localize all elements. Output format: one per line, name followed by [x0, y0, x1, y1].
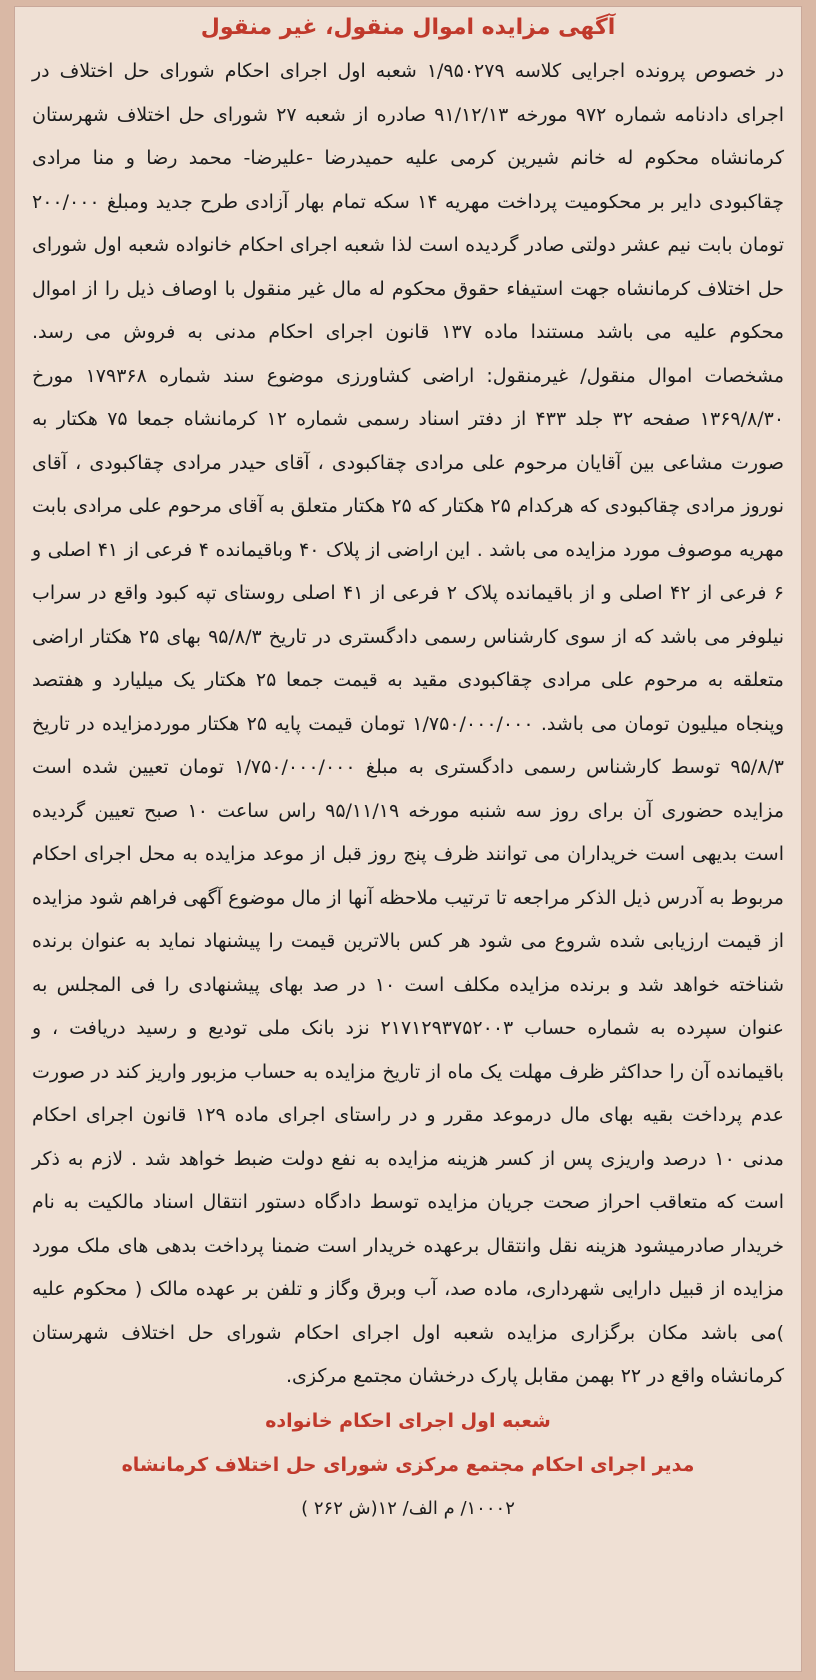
signature-branch: شعبه اول اجرای احکام خانواده — [265, 1409, 551, 1432]
notice-reference-code: ۱۰۰۰۲/ م الف/ ۱۲(ش ۲۶۲ ) — [301, 1497, 515, 1519]
notice-paper — [14, 6, 802, 1672]
notice-title: آگهی مزایده اموال منقول، غیر منقول — [200, 15, 616, 40]
signature-manager: مدیر اجرای احکام مجتمع مرکزی شورای حل اختلاف کرمانشاه — [121, 1453, 695, 1476]
notice-body: در خصوص پرونده اجرایی کلاسه ۱/۹۵۰۲۷۹ شعبه اول اجرای احکام شورای حل اختلاف در اجرای دادنامه شماره ۹۷۲ مورخه ۹۱/۱۲/۱۳ صادره از شعبه ۲۷ شورای حل اختلاف شهرستان کرمانشاه محکوم له خانم شیرین کرمی علیه حمیدرضا -علیرضا- محمد رضا و منا مرادی چقاکبودی دایر بر محکومیت پرداخت مهریه ۱۴ سکه تمام بهار آزادی طرح جدید ومبلغ ۲۰۰/۰۰۰ تومان بابت نیم عشر دولتی صادر گردیده است لذا شعبه اجرای احکام خانواده شعبه اول شورای حل اختلاف کرمانشاه جهت استیفاء حقوق محکوم له مال غیر منقول با اوصاف ذیل را از اموال محکوم علیه می باشد مستندا ماده ۱۳۷ قانون اجرای احکام مدنی به فروش می رسد. مشخصات اموال منقول/ غیرمنقول: اراضی کشاورزی موضوع سند شماره ۱۷۹۳۶۸ مورخ ۱۳۶۹/۸/۳۰ صفحه ۳۲ جلد ۴۳۳ از دفتر اسناد رسمی شماره ۱۲ کرمانشاه جمعا ۷۵ هکتار به صورت مشاعی بین آقایان مرحوم علی مرادی چقاکبودی ، آقای حیدر مرادی چقاکبودی ، آقای نوروز مرادی چقاکبودی که هرکدام ۲۵ هکتار که ۲۵ هکتار متعلق به آقای مرحوم علی مرادی بابت مهریه موصوف مورد مزایده می باشد . این اراضی از پلاک ۴۰ وباقیمانده ۴ فرعی از ۴۱ اصلی و ۶ فرعی از ۴۲ اصلی و از باقیمانده پلاک ۲ فرعی از ۴۱ اصلی روستای تپه کبود واقع در سراب نیلوفر می باشد که از سوی کارشناس رسمی دادگستری در تاریخ ۹۵/۸/۳ بهای ۲۵ هکتار اراضی متعلقه به مرحوم علی مرادی چقاکبودی مقید به قیمت جمعا ۲۵ هکتار یک میلیارد و هفتصد وپنجاه میلیون تومان می باشد. ۱/۷۵۰/۰۰۰/۰۰۰ تومان قیمت پایه ۲۵ هکتار موردمزایده در تاریخ ۹۵/۸/۳ توسط کارشناس رسمی دادگستری به مبلغ ۱/۷۵۰/۰۰۰/۰۰۰ تومان تعیین شده است مزایده حضوری آن برای روز سه شنبه مورخه ۹۵/۱۱/۱۹ راس ساعت ۱۰ صبح تعیین گردیده است بدیهی است خریداران می توانند ظرف پنج روز قبل از موعد مزایده به محل اجرای احکام مربوط به آدرس ذیل الذکر مراجعه تا ترتیب ملاحظه آنها از مال موضوع آگهی فراهم شود مزایده از قیمت ارزیابی شده شروع می شود هر کس بالاترین قیمت را پیشنهاد نماید به عنوان برنده شناخته خواهد شد و برنده مزایده مکلف است ۱۰ در صد بهای پیشنهادی را فی المجلس به عنوان سپرده به شماره حساب ۲۱۷۱۲۹۳۷۵۲۰۰۳ نزد بانک ملی تودیع و رسید دریافت ، و باقیمانده آن را حداکثر ظرف مهلت یک ماه از تاریخ مزایده به حساب مزبور واریز کند در صورت عدم پرداخت بقیه بهای مال درموعد مقرر و در راستای اجرای ماده ۱۲۹ قانون اجرای احکام مدنی ۱۰ درصد واریزی پس از کسر هزینه مزایده به نفع دولت ضبط خواهد شد . لازم به ذکر است که متعاقب احراز صحت جریان مزایده توسط دادگاه دستور انتقال اسناد مالکیت به نام خریدار صادرمیشود هزینه نقل وانتقال برعهده خریدار است ضمنا پرداخت بدهی های ملک مورد مزایده از قبیل دارایی شهرداری، ماده صد، آب وبرق وگاز و تلفن بر عهده مالک ( محکوم علیه )می باشد مکان برگزاری مزایده شعبه اول اجرای احکام شورای حل اختلاف شهرستان کرمانشاه واقع در ۲۲ بهمن مقابل پارک درخشان مجتمع مرکزی. — [32, 60, 785, 1387]
